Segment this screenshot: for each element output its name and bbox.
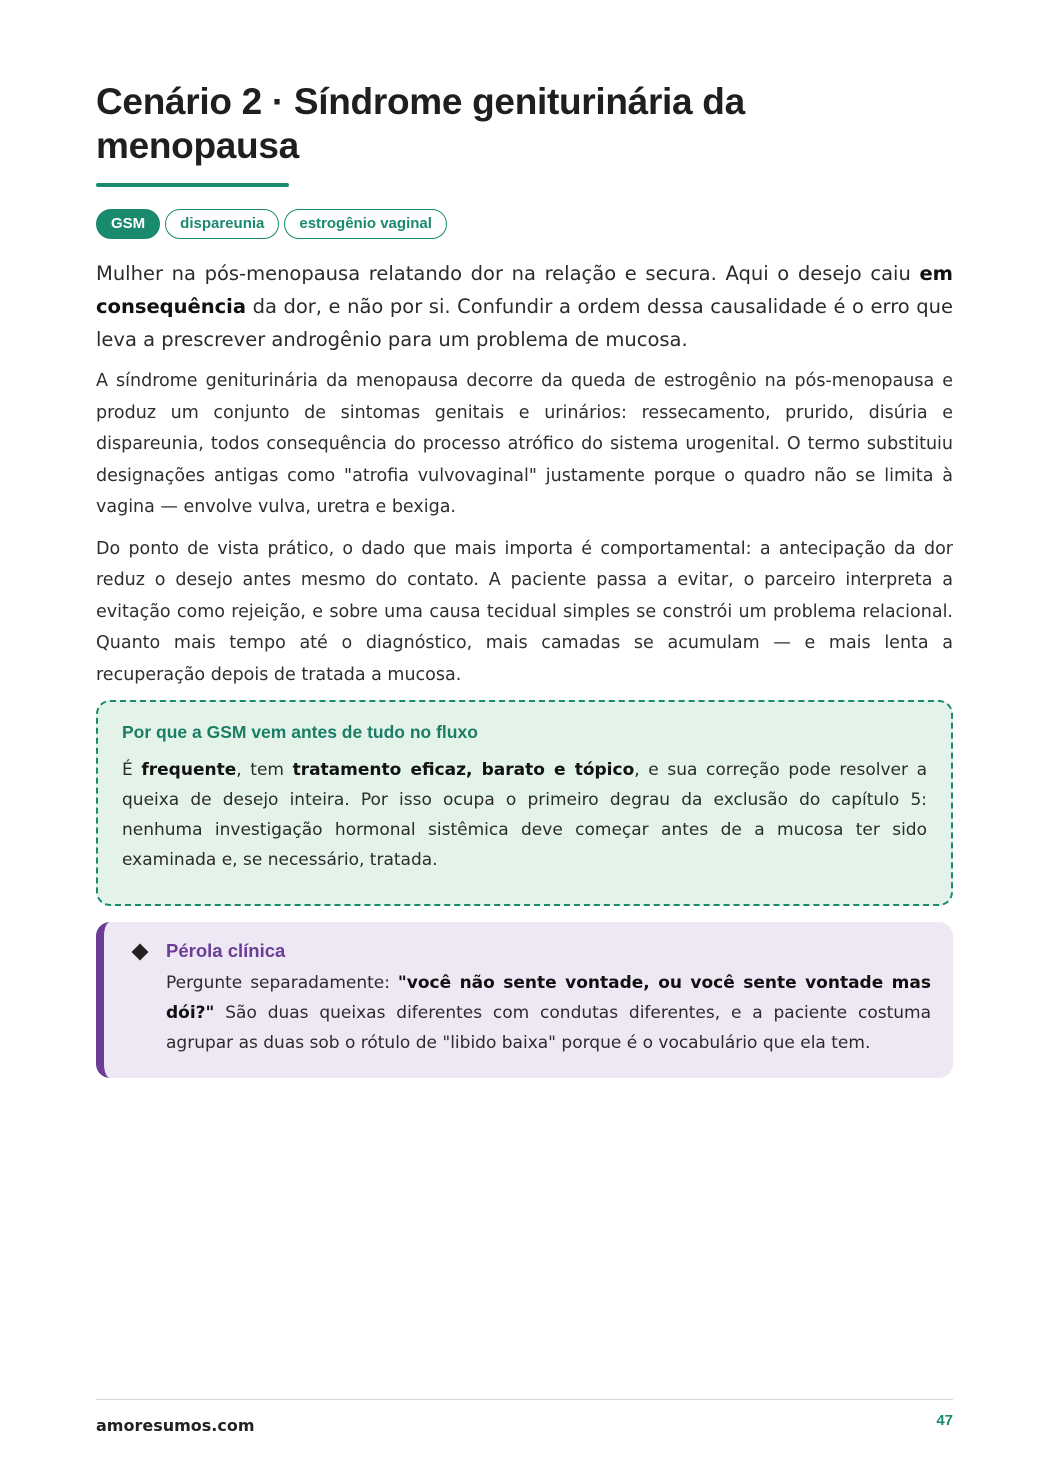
pearl-text-2: São duas queixas diferentes com condutas diferentes, e a paciente costuma agrupar as duas sob o rótulo de "libido baixa" porque é o vocabulário que ela tem. (166, 1003, 931, 1053)
page-content (96, 80, 953, 1053)
lead-text-1: Mulher na pós-menopausa relatando dor na relação e secura. Aqui o desejo caiu (96, 262, 920, 285)
callout-text-1: É (122, 760, 142, 780)
pearl-bold-quote: "você não sente vontade, ou você sente vontade mas dói?" (166, 973, 931, 1023)
pearl-title: Pérola clínica (166, 940, 286, 961)
lead-text-2: da dor, e não por si. Confundir a ordem dessa causalidade é o erro que leva a prescrever androgênio para um problema de mucosa. (96, 295, 953, 351)
pearl-box (96, 922, 953, 1078)
tag-gsm: GSM (96, 209, 160, 239)
pearl-text-1: Pergunte separadamente: (166, 973, 398, 993)
callout-box (96, 700, 953, 906)
callout-text-3: , e sua correção pode resolver a queixa de desejo inteira. Por isso ocupa o primeiro degrau da exclusão do capítulo 5: nenhuma investigação hormonal sistêmica deve começar antes de a mucosa ter sido examinada e, se necessário, tratada. (122, 760, 928, 870)
callout-title: Por que a GSM vem antes de tudo no fluxo (122, 722, 478, 742)
footer-site: amoresumos.com (96, 1416, 255, 1435)
body-paragraph-2: Do ponto de vista prático, o dado que mais importa é comportamental: a antecipação da dor reduz o desejo antes mesmo do contato. A paciente passa a evitar, o parceiro interpreta a evitação como rejeição, e sobre uma causa tecidual simples se constrói um problema relacional. Quanto mais tempo até o diagnóstico, mais camadas se acumulam — e mais lenta a recuperação depois de tratada a mucosa. (96, 538, 953, 685)
tag-list (96, 209, 953, 239)
tag-dispareunia: dispareunia (165, 209, 279, 239)
diamond-icon (132, 944, 149, 961)
callout-text-2: , tem (236, 760, 293, 780)
tag-estrogenio-vaginal: estrogênio vaginal (284, 209, 447, 239)
body-paragraph-1: A síndrome geniturinária da menopausa decorre da queda de estrogênio na pós-menopausa e produz um conjunto de sintomas genitais e urinários: ressecamento, prurido, disúria e dispareunia, todos consequência do processo atrófico do sistema urogenital. O termo substituiu designações antigas como "atrofia vulvovaginal" justamente porque o quadro não se limita à vagina — envolve vulva, uretra e bexiga. (96, 371, 953, 517)
callout-bold-1: frequente (141, 760, 237, 780)
lead-bold: em consequência (96, 262, 953, 318)
title-underline (96, 183, 289, 187)
pearl-text (166, 968, 931, 1058)
footer-divider (96, 1399, 953, 1400)
callout-bold-2: tratamento eficaz, barato e tópico (292, 760, 635, 780)
page-title: Cenário 2 · Síndrome geniturinária da menopausa (96, 81, 745, 166)
page-number: 47 (936, 1412, 953, 1429)
lead-paragraph (96, 257, 953, 356)
callout-text (122, 755, 927, 875)
